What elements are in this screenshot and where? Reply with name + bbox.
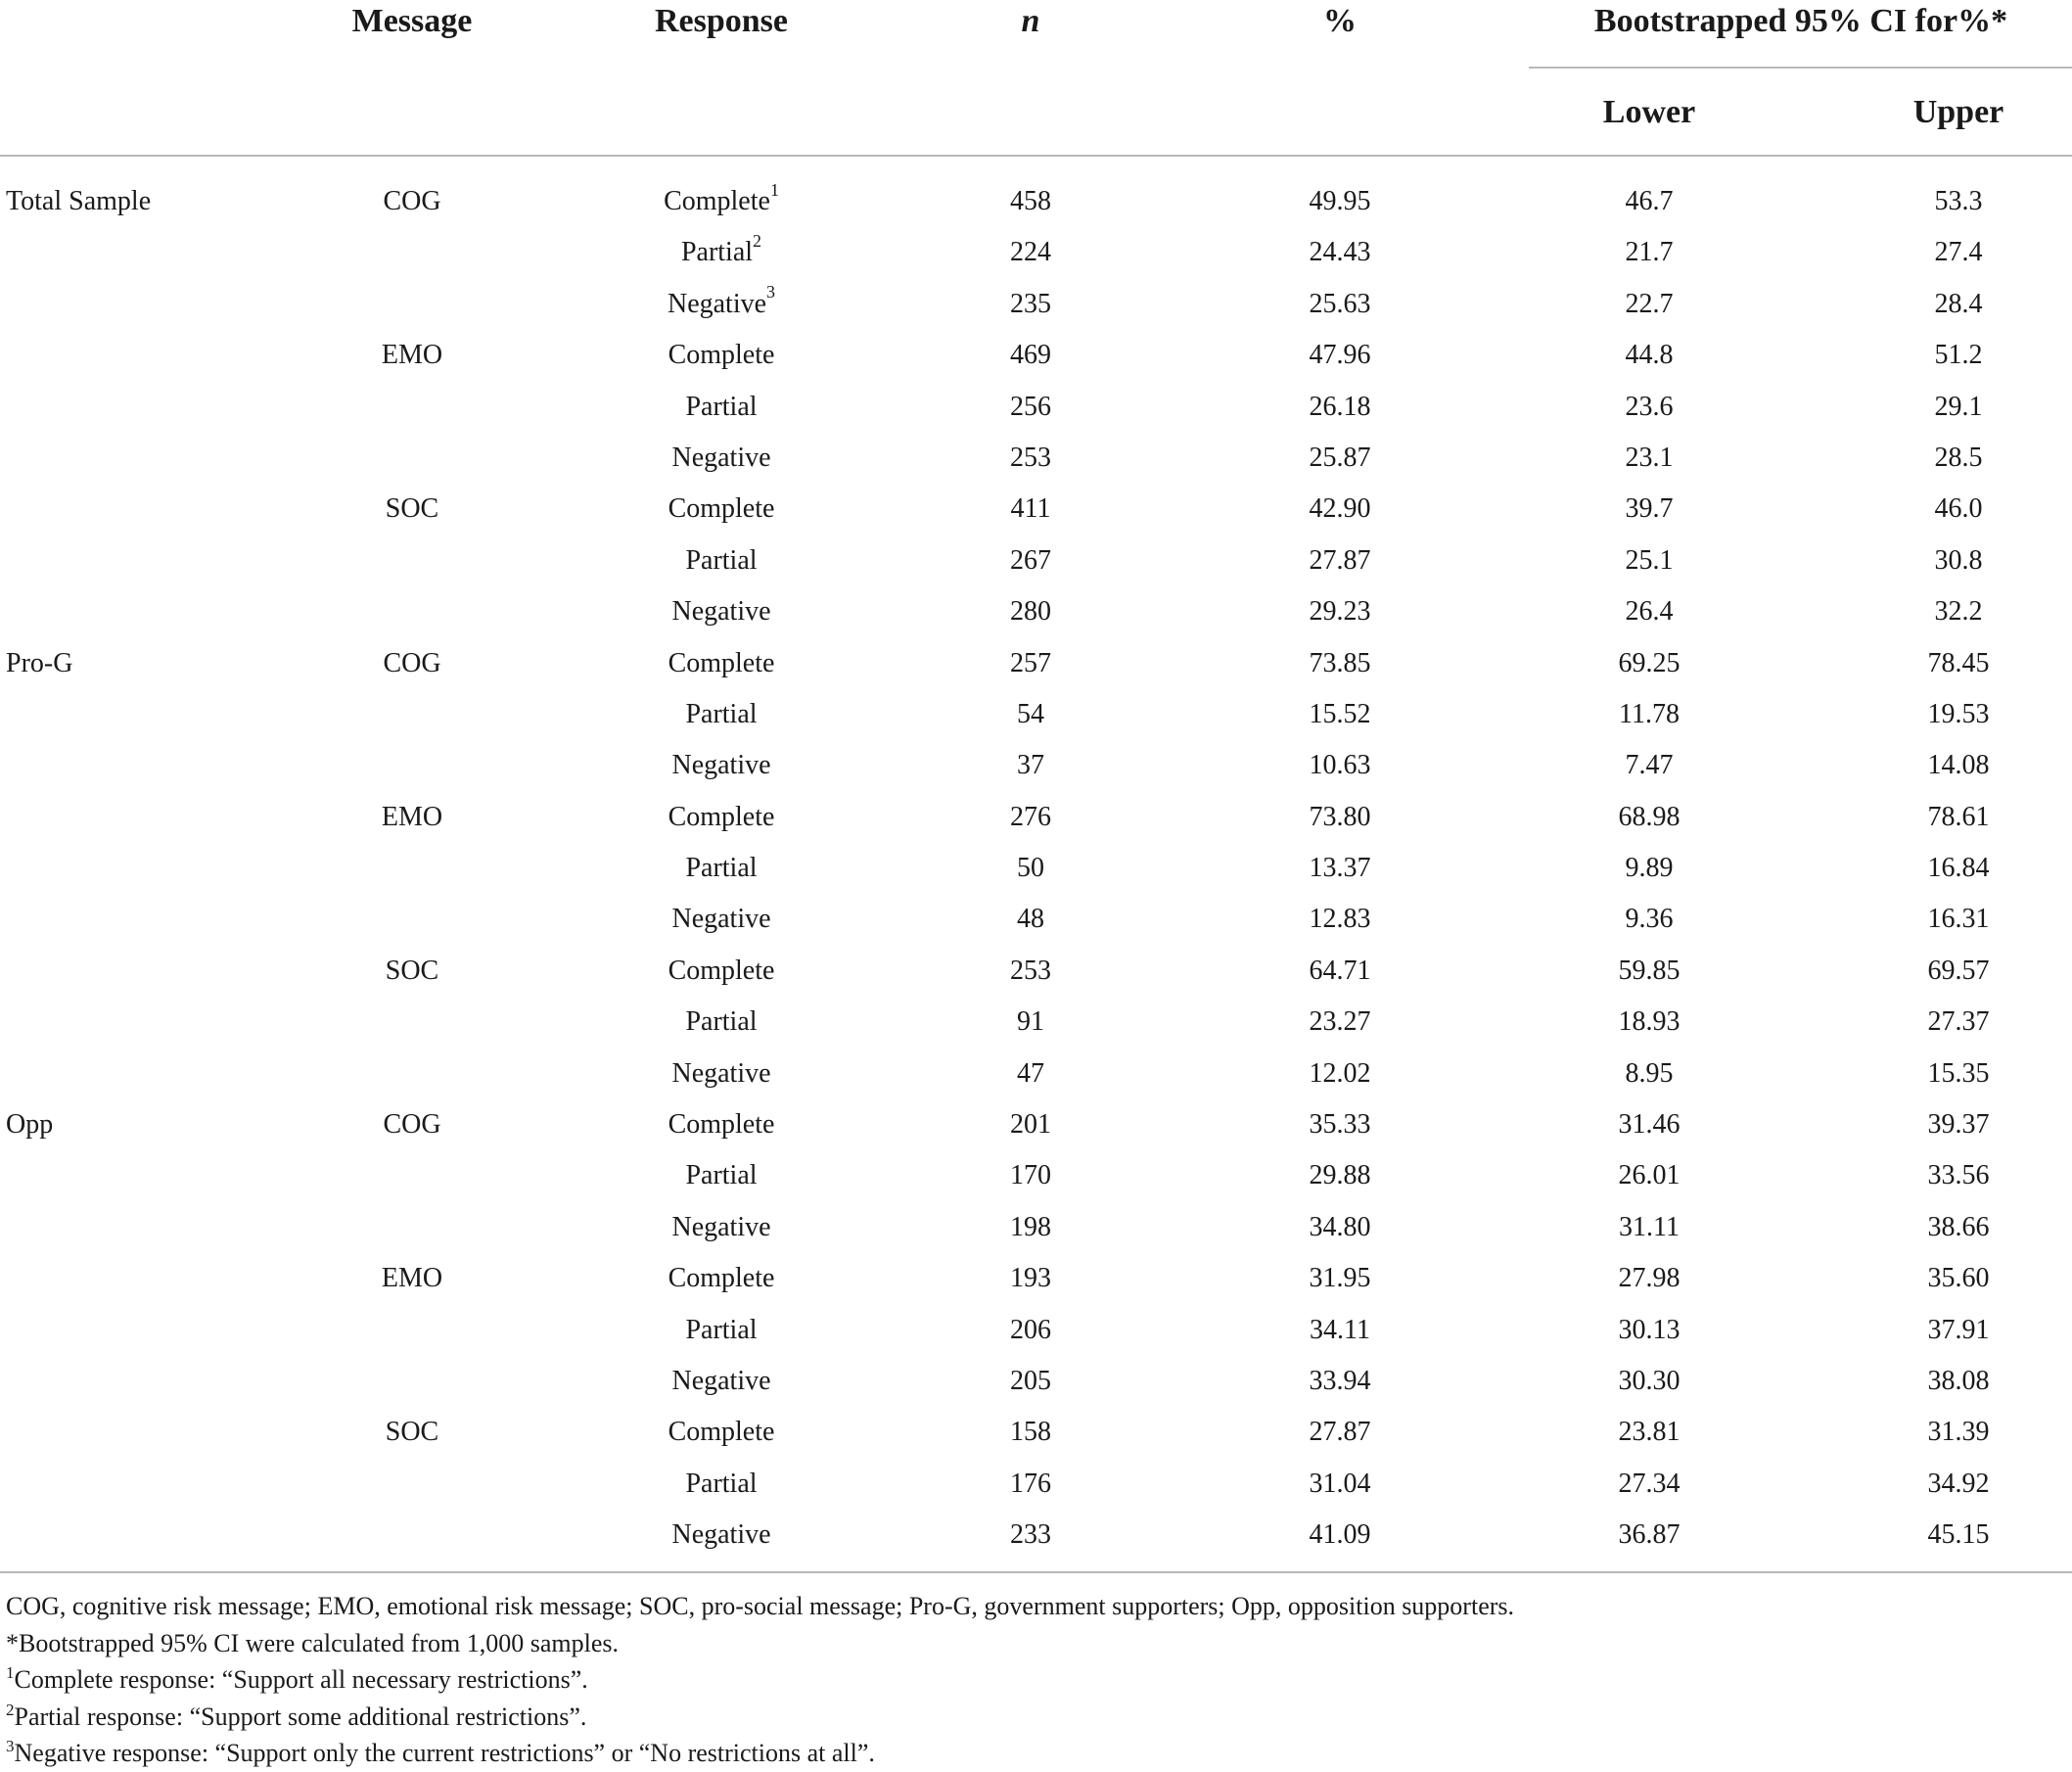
footnote-1-marker: 1 <box>6 1663 15 1683</box>
response-text: Complete <box>668 1109 775 1141</box>
percent-cell: 23.27 <box>1309 1006 1371 1038</box>
percent-cell: 29.23 <box>1309 596 1371 628</box>
lower-cell: 30.13 <box>1618 1314 1681 1345</box>
n-cell: 206 <box>1010 1314 1051 1345</box>
response-text: Negative <box>671 442 771 473</box>
response-text: Partial <box>685 1160 758 1191</box>
response-text: Negative <box>671 1057 771 1089</box>
message-cell: COG <box>383 186 441 216</box>
response-text: Partial <box>685 853 758 884</box>
response-footnote-marker: 1 <box>769 179 779 200</box>
n-cell: 48 <box>1017 904 1044 935</box>
table-row <box>0 1150 2072 1201</box>
lower-cell: 31.11 <box>1619 1211 1680 1242</box>
response-cell <box>668 1107 775 1142</box>
response-text: Complete <box>668 801 775 832</box>
upper-cell: 46.0 <box>1934 493 1983 525</box>
table-row <box>0 740 2072 791</box>
upper-cell: 27.4 <box>1934 237 1983 268</box>
response-cell <box>664 179 779 219</box>
header-message: Message <box>351 3 473 39</box>
footnote-2-marker: 2 <box>6 1700 15 1719</box>
lower-cell: 39.7 <box>1625 493 1674 525</box>
n-cell: 411 <box>1010 493 1051 525</box>
table-row <box>0 586 2072 637</box>
footnote-1 <box>6 1661 1514 1699</box>
response-text: Complete <box>668 955 775 986</box>
upper-cell: 33.56 <box>1927 1160 1990 1191</box>
message-cell: COG <box>383 1109 441 1141</box>
percent-cell: 27.87 <box>1309 544 1371 576</box>
n-cell: 276 <box>1010 801 1051 832</box>
table-row <box>0 484 2072 535</box>
footnote-3-marker: 3 <box>6 1737 15 1756</box>
response-cell <box>671 1517 770 1553</box>
message-cell: SOC <box>385 1417 439 1448</box>
lower-cell: 23.81 <box>1618 1417 1681 1448</box>
lower-cell: 27.98 <box>1618 1263 1681 1294</box>
response-text: Negative <box>671 750 771 781</box>
response-text: Negative <box>671 904 771 935</box>
message-cell: EMO <box>381 801 443 832</box>
percent-cell: 35.33 <box>1309 1109 1371 1141</box>
lower-cell: 68.98 <box>1618 801 1681 832</box>
n-cell: 50 <box>1017 853 1044 884</box>
percent-cell: 33.94 <box>1309 1365 1371 1396</box>
response-text: Complete <box>668 647 775 678</box>
upper-cell: 31.39 <box>1927 1417 1990 1448</box>
lower-cell: 8.95 <box>1625 1057 1674 1089</box>
n-cell: 224 <box>1010 237 1051 268</box>
response-text: Complete <box>668 1417 775 1448</box>
n-cell: 469 <box>1010 340 1051 371</box>
n-cell: 235 <box>1010 288 1051 319</box>
lower-cell: 44.8 <box>1625 340 1674 371</box>
lower-cell: 26.4 <box>1625 596 1674 628</box>
percent-cell: 73.80 <box>1309 801 1371 832</box>
table-row <box>0 1510 2072 1561</box>
upper-cell: 35.60 <box>1927 1263 1990 1294</box>
table-row <box>0 227 2072 278</box>
lower-cell: 18.93 <box>1618 1006 1681 1038</box>
n-cell: 201 <box>1010 1109 1051 1141</box>
upper-cell: 38.08 <box>1927 1365 1990 1396</box>
response-cell <box>671 1210 770 1245</box>
table-row <box>0 330 2072 381</box>
upper-cell: 45.15 <box>1927 1519 1990 1551</box>
percent-cell: 73.85 <box>1309 647 1371 678</box>
response-cell <box>671 1364 770 1399</box>
percent-cell: 25.63 <box>1309 288 1371 319</box>
group-cell: Opp <box>6 1109 54 1141</box>
upper-cell: 51.2 <box>1934 340 1983 371</box>
upper-cell: 38.66 <box>1927 1211 1990 1242</box>
n-cell: 280 <box>1010 596 1051 628</box>
footnote-2 <box>6 1699 1514 1736</box>
header-percent: % <box>1323 3 1357 39</box>
response-cell <box>671 748 770 783</box>
percent-cell: 15.52 <box>1309 698 1371 729</box>
response-cell <box>667 282 776 322</box>
n-cell: 47 <box>1017 1057 1044 1089</box>
table-row <box>0 638 2072 689</box>
percent-cell: 34.11 <box>1310 1314 1370 1345</box>
table-row <box>0 1099 2072 1150</box>
percent-cell: 12.02 <box>1309 1057 1371 1089</box>
lower-cell: 69.25 <box>1618 647 1681 678</box>
n-cell: 54 <box>1017 698 1044 729</box>
message-cell: EMO <box>381 1263 443 1294</box>
response-text: Negative <box>671 1365 771 1396</box>
group-cell: Total Sample <box>6 186 152 216</box>
n-cell: 253 <box>1010 442 1051 473</box>
response-text: Partial <box>685 544 758 576</box>
response-cell <box>668 491 775 527</box>
response-text: Negative <box>671 1211 771 1242</box>
n-cell: 257 <box>1010 647 1051 678</box>
header-upper: Upper <box>1912 94 2004 130</box>
n-cell: 253 <box>1010 955 1051 986</box>
n-cell: 176 <box>1010 1468 1051 1499</box>
response-cell <box>685 1467 757 1502</box>
footnote-3 <box>6 1735 1514 1772</box>
percent-cell: 10.63 <box>1309 750 1371 781</box>
response-cell <box>671 1056 770 1092</box>
response-cell <box>668 1415 775 1450</box>
lower-cell: 59.85 <box>1618 955 1681 986</box>
percent-cell: 26.18 <box>1309 391 1371 422</box>
upper-cell: 78.45 <box>1927 647 1990 678</box>
footnote-2-text: Partial response: “Support some additional restrictions”. <box>14 1702 587 1731</box>
response-cell <box>668 954 775 989</box>
lower-cell: 21.7 <box>1625 237 1674 268</box>
n-cell: 170 <box>1010 1160 1051 1191</box>
table-row <box>0 792 2072 843</box>
footnote-1-text: Complete response: “Support all necessary restrictions”. <box>14 1665 588 1694</box>
response-cell <box>685 543 757 579</box>
ci-subheader-rule <box>1529 67 2072 69</box>
response-text: Complete <box>668 493 775 525</box>
table-row <box>0 536 2072 586</box>
percent-cell: 29.88 <box>1309 1160 1371 1191</box>
header-response: Response <box>654 3 789 39</box>
upper-cell: 29.1 <box>1934 391 1983 422</box>
response-cell <box>668 646 775 681</box>
percent-cell: 31.95 <box>1309 1263 1371 1294</box>
percent-cell: 12.83 <box>1309 904 1371 935</box>
response-text: Partial <box>680 237 754 268</box>
lower-cell: 11.78 <box>1619 698 1680 729</box>
response-text: Complete <box>668 340 775 371</box>
lower-cell: 22.7 <box>1625 288 1674 319</box>
response-cell <box>680 231 762 270</box>
table-row <box>0 1305 2072 1356</box>
response-text: Negative <box>667 288 767 319</box>
response-cell <box>671 441 770 476</box>
percent-cell: 49.95 <box>1309 186 1371 216</box>
n-cell: 37 <box>1017 750 1044 781</box>
percent-cell: 31.04 <box>1309 1468 1371 1499</box>
header-ci: Bootstrapped 95% CI for%* <box>1593 3 2008 39</box>
percent-cell: 24.43 <box>1309 237 1371 268</box>
lower-cell: 9.89 <box>1625 853 1674 884</box>
footnote-3-text: Negative response: “Support only the current restrictions” or “No restrictions at all”. <box>14 1739 875 1767</box>
lower-cell: 9.36 <box>1625 904 1674 935</box>
response-text: Complete <box>668 1263 775 1294</box>
upper-cell: 53.3 <box>1934 186 1983 216</box>
table-row <box>0 176 2072 227</box>
n-cell: 256 <box>1010 391 1051 422</box>
percent-cell: 41.09 <box>1309 1519 1371 1551</box>
response-cell <box>668 1261 775 1296</box>
response-text: Negative <box>671 596 771 628</box>
header-rule <box>0 155 2072 157</box>
percent-cell: 25.87 <box>1309 442 1371 473</box>
header-lower: Lower <box>1602 94 1696 130</box>
n-cell: 193 <box>1010 1263 1051 1294</box>
lower-cell: 31.46 <box>1618 1109 1681 1141</box>
response-text: Partial <box>685 1468 758 1499</box>
upper-cell: 14.08 <box>1927 750 1990 781</box>
response-cell <box>685 697 757 732</box>
message-cell: COG <box>383 647 441 678</box>
response-cell <box>685 1004 757 1040</box>
response-text: Partial <box>685 1314 758 1345</box>
response-cell <box>671 902 770 937</box>
bottom-rule <box>0 1571 2072 1573</box>
n-cell: 458 <box>1010 186 1051 216</box>
table-row <box>0 843 2072 894</box>
upper-cell: 28.5 <box>1934 442 1983 473</box>
percent-cell: 34.80 <box>1309 1211 1371 1242</box>
percent-cell: 42.90 <box>1309 493 1371 525</box>
response-text: Negative <box>671 1519 771 1551</box>
table-row <box>0 1459 2072 1510</box>
table-row <box>0 1202 2072 1253</box>
table-row <box>0 894 2072 945</box>
upper-cell: 69.57 <box>1927 955 1990 986</box>
table-row <box>0 1356 2072 1407</box>
response-footnote-marker: 3 <box>766 282 776 303</box>
header-n: n <box>1021 3 1040 39</box>
message-cell: EMO <box>381 340 443 371</box>
lower-cell: 25.1 <box>1625 544 1674 576</box>
table-row <box>0 997 2072 1048</box>
response-footnote-marker: 2 <box>753 231 762 252</box>
response-text: Complete <box>664 186 770 216</box>
footnotes <box>6 1588 1514 1772</box>
percent-cell: 47.96 <box>1309 340 1371 371</box>
lower-cell: 27.34 <box>1618 1468 1681 1499</box>
percent-cell: 27.87 <box>1309 1417 1371 1448</box>
table-row <box>0 433 2072 484</box>
response-cell <box>685 1158 757 1193</box>
response-text: Partial <box>685 1006 758 1038</box>
table-row <box>0 689 2072 740</box>
n-cell: 233 <box>1010 1519 1051 1551</box>
response-cell <box>685 390 757 425</box>
n-cell: 158 <box>1010 1417 1051 1448</box>
table-row <box>0 946 2072 997</box>
upper-cell: 28.4 <box>1934 288 1983 319</box>
response-cell <box>685 1313 757 1348</box>
response-cell <box>671 594 770 630</box>
message-cell: SOC <box>385 493 439 525</box>
upper-cell: 16.31 <box>1927 904 1990 935</box>
table-row <box>0 382 2072 433</box>
group-cell: Pro-G <box>6 647 73 678</box>
n-cell: 205 <box>1010 1365 1051 1396</box>
table-body <box>0 176 2072 1562</box>
footnote-abbreviations: COG, cognitive risk message; EMO, emotional risk message; SOC, pro-social message; Pro-G, government supporters; Opp, opposition supporters. <box>6 1592 1515 1620</box>
lower-cell: 23.1 <box>1625 442 1674 473</box>
upper-cell: 39.37 <box>1927 1109 1990 1141</box>
response-cell <box>668 800 775 835</box>
percent-cell: 64.71 <box>1309 955 1371 986</box>
lower-cell: 46.7 <box>1625 186 1674 216</box>
response-cell <box>668 338 775 373</box>
footnote-bootstrap: *Bootstrapped 95% CI were calculated from 1,000 samples. <box>6 1628 619 1657</box>
table-row <box>0 1407 2072 1458</box>
n-cell: 267 <box>1010 544 1051 576</box>
upper-cell: 37.91 <box>1927 1314 1990 1345</box>
upper-cell: 27.37 <box>1927 1006 1990 1038</box>
percent-cell: 13.37 <box>1309 853 1371 884</box>
upper-cell: 19.53 <box>1927 698 1990 729</box>
lower-cell: 26.01 <box>1618 1160 1681 1191</box>
table-row <box>0 1253 2072 1304</box>
lower-cell: 30.30 <box>1618 1365 1681 1396</box>
upper-cell: 78.61 <box>1927 801 1990 832</box>
lower-cell: 36.87 <box>1618 1519 1681 1551</box>
response-text: Partial <box>685 698 758 729</box>
n-cell: 198 <box>1010 1211 1051 1242</box>
upper-cell: 30.8 <box>1934 544 1983 576</box>
lower-cell: 23.6 <box>1625 391 1674 422</box>
upper-cell: 34.92 <box>1927 1468 1990 1499</box>
table-row <box>0 1049 2072 1099</box>
upper-cell: 16.84 <box>1927 853 1990 884</box>
upper-cell: 32.2 <box>1934 596 1983 628</box>
message-cell: SOC <box>385 955 439 986</box>
upper-cell: 15.35 <box>1927 1057 1990 1089</box>
table-row <box>0 279 2072 330</box>
n-cell: 91 <box>1017 1006 1044 1038</box>
lower-cell: 7.47 <box>1625 750 1674 781</box>
response-text: Partial <box>685 391 758 422</box>
response-cell <box>685 851 757 886</box>
